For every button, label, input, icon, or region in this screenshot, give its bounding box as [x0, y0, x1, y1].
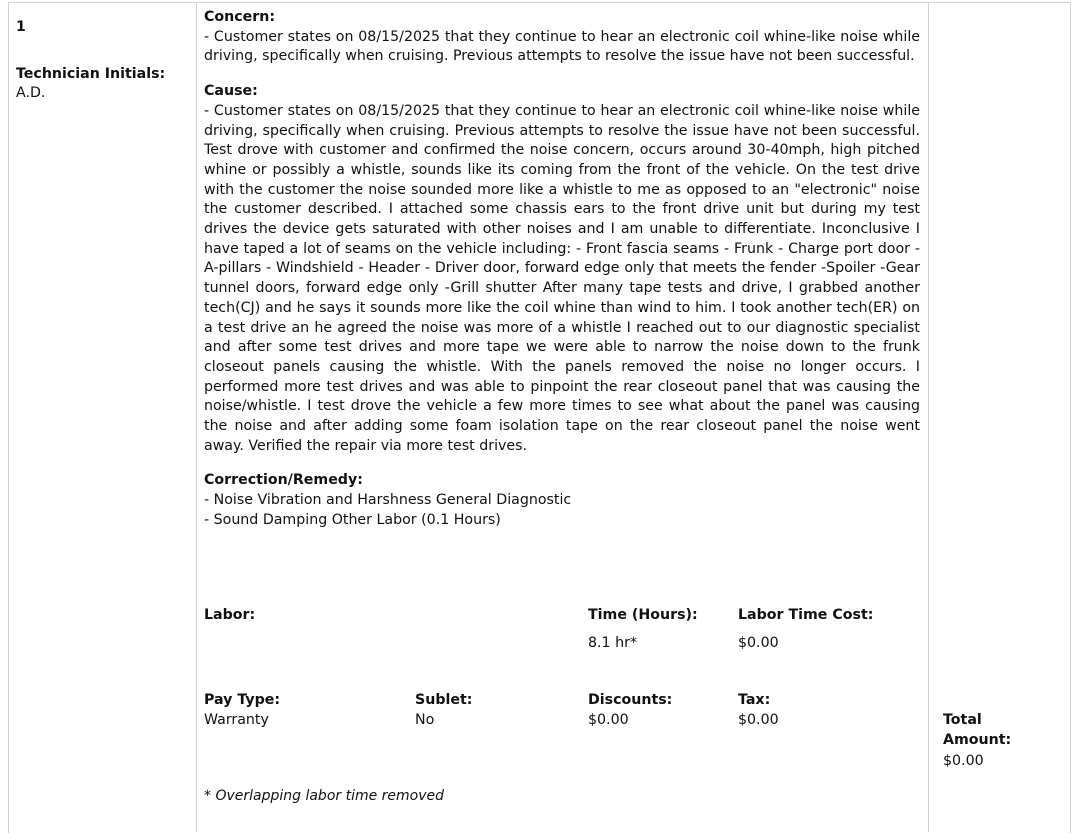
labor-cost-value: $0.00 [738, 635, 779, 651]
concern-text: - Customer states on 08/15/2025 that they continue to hear an electronic coil whine-like noise while driving, specifically when cruising. Previous attempts to resolve the issue have not been successful. [204, 28, 920, 65]
repair-details-column [204, 8, 920, 531]
line-info-column [16, 18, 186, 104]
pay-type-label: Pay Type: [204, 692, 281, 708]
discounts-label: Discounts: [588, 692, 673, 708]
correction-label: Correction/Remedy: [204, 472, 363, 489]
cause-label: Cause: [204, 83, 258, 100]
line-number: 1 [16, 19, 26, 35]
pay-type-value: Warranty [204, 712, 269, 728]
labor-cost-label: Labor Time Cost: [738, 607, 874, 623]
correction-item: - Noise Vibration and Harshness General Diagnostic [204, 492, 572, 509]
concern-label: Concern: [204, 9, 276, 25]
time-hours-value: 8.1 hr* [588, 635, 637, 651]
overlapping-labor-footnote: * Overlapping labor time removed [204, 788, 445, 804]
column-divider-right [928, 2, 929, 832]
column-divider-left [196, 2, 197, 832]
total-amount-value: $0.00 [943, 753, 984, 769]
time-hours-label: Time (Hours): [588, 607, 698, 623]
technician-initials-label: Technician Initials: [16, 65, 166, 82]
tax-value: $0.00 [738, 712, 779, 728]
discounts-value: $0.00 [588, 712, 629, 728]
sublet-label: Sublet: [415, 692, 473, 708]
correction-item: - Sound Damping Other Labor (0.1 Hours) [204, 511, 501, 528]
cause-text: - Customer states on 08/15/2025 that they continue to hear an electronic coil whine-like noise while driving, specifically when cruising. Previous attempts to resolve the issue have not been successful. Test drove with customer and confirmed the noise concern, occurs around 30-40mph, high pitched whine or possibly a whistle, sounds like its coming from the front of the vehicle. On the test drive with the customer the noise sounded more like a whistle to me as opposed to an "electronic" noise the customer described. I attached some chassis ears to the front drive unit but during my test drives the device gets saturated with other noises and I am unable to differentiate. Inconclusive I have taped a lot of seams on the vehicle including: - Front fascia seams - Frunk - Charge port door - A-pillars - Windshield - Header - Driver door, forward edge only that meets the fender -Spoiler -Gear tunnel doors, forward edge only -Grill shutter After many tape tests and drive, I grabbed another tech(CJ) and he says it sounds more like the coil whine than wind to him. I took another tech(ER) on a test drive an he agreed the noise was more of a whistle I reached out to our diagnostic specialist and after some test drives and more tape we were able to narrow the noise down to the frunk closeout panels causing the whistle. With the panels removed the noise no longer occurs. I performed more test drives and was able to pinpoint the rear closeout panel that was causing the noise/whistle. I test drove the vehicle a few more times to see what about the panel was causing the noise and after adding some foam isolation tape on the rear closeout panel the noise went away. Verified the repair via more test drives. [204, 102, 920, 454]
labor-label: Labor: [204, 607, 256, 623]
total-amount-label: Total Amount: [943, 712, 1012, 748]
technician-initials-value: A.D. [16, 85, 46, 102]
tax-label: Tax: [738, 692, 771, 708]
sublet-value: No [415, 712, 435, 728]
